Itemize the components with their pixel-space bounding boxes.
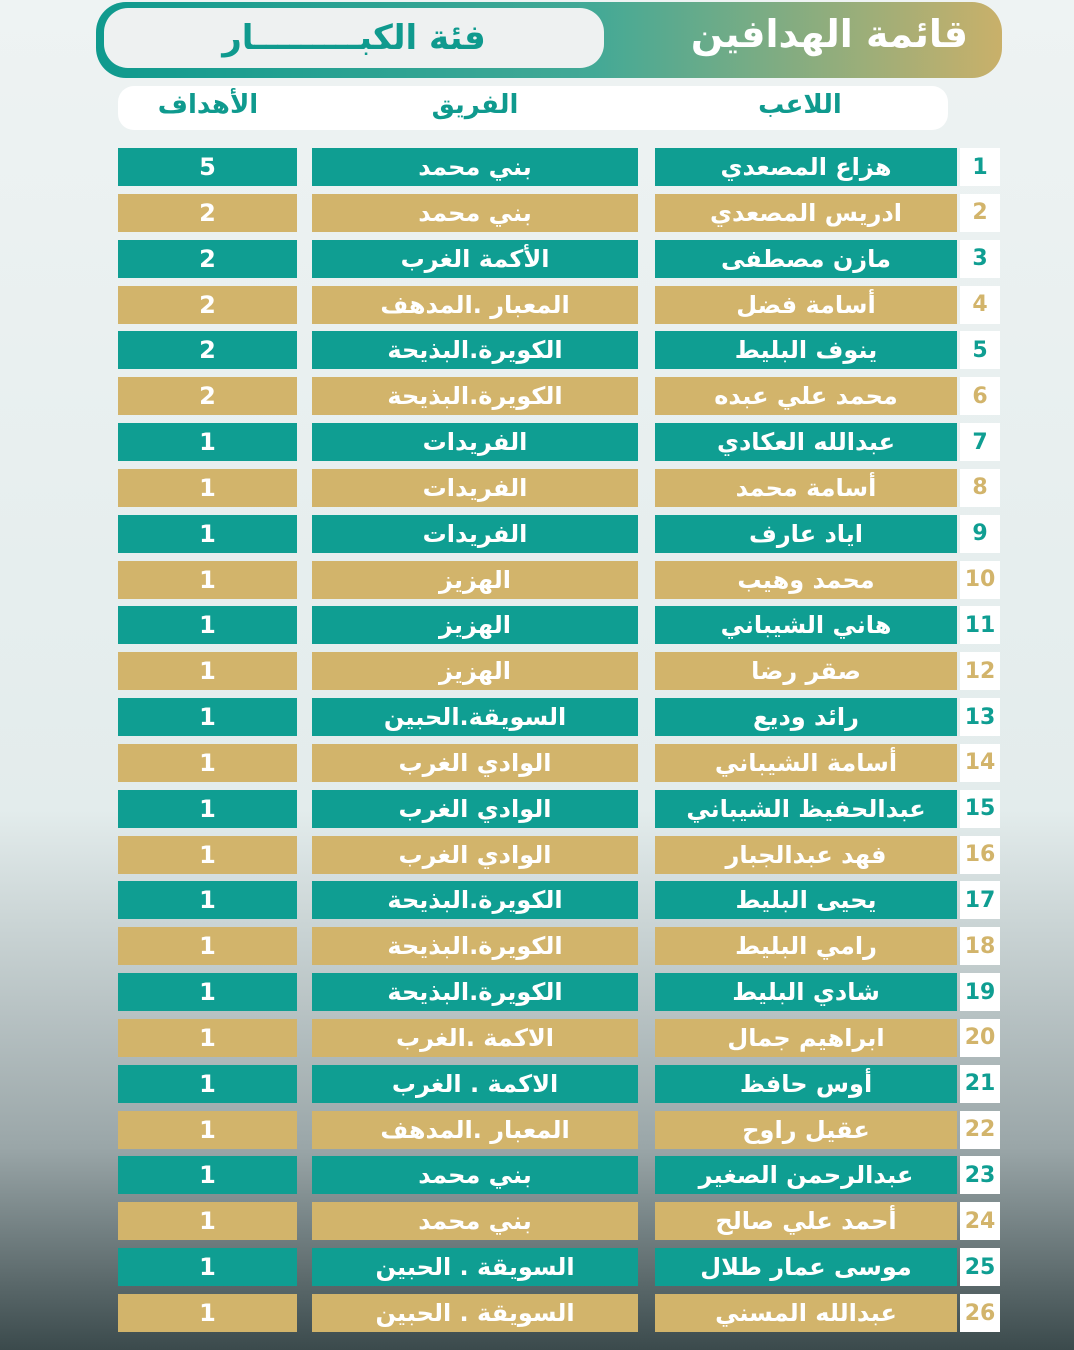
- goals-count: 1: [118, 1202, 297, 1240]
- page-title: قائمة الهدافين: [690, 12, 968, 56]
- rank-number: 13: [960, 698, 1000, 736]
- rank-number: 2: [960, 194, 1000, 232]
- goals-count: 1: [118, 1019, 297, 1057]
- header-player: اللاعب: [758, 90, 842, 120]
- player-name: أسامة محمد: [655, 469, 957, 507]
- player-name: هاني الشيباني: [655, 606, 957, 644]
- rank-number: 8: [960, 469, 1000, 507]
- rank-number: 16: [960, 836, 1000, 874]
- player-name: مازن مصطفى: [655, 240, 957, 278]
- goals-count: 1: [118, 423, 297, 461]
- goals-count: 1: [118, 790, 297, 828]
- team-name: السويقة . الحبين: [312, 1294, 638, 1332]
- goals-count: 1: [118, 606, 297, 644]
- rank-number: 14: [960, 744, 1000, 782]
- team-name: الهزيز: [312, 561, 638, 599]
- rank-number: 4: [960, 286, 1000, 324]
- team-name: السويقة . الحبين: [312, 1248, 638, 1286]
- team-name: الأكمة الغرب: [312, 240, 638, 278]
- player-name: محمد وهيب: [655, 561, 957, 599]
- player-name: اياد عارف: [655, 515, 957, 553]
- player-name: أحمد علي صالح: [655, 1202, 957, 1240]
- rank-number: 26: [960, 1294, 1000, 1332]
- rank-number: 23: [960, 1156, 1000, 1194]
- header-goals: الأهداف: [157, 90, 259, 120]
- goals-count: 1: [118, 515, 297, 553]
- goals-count: 1: [118, 561, 297, 599]
- team-name: المعبار .المدهف: [312, 286, 638, 324]
- goals-count: 1: [118, 1156, 297, 1194]
- title-banner: [96, 2, 1002, 78]
- goals-count: 1: [118, 927, 297, 965]
- rank-number: 5: [960, 331, 1000, 369]
- goals-count: 2: [118, 240, 297, 278]
- rank-number: 7: [960, 423, 1000, 461]
- table-header: [118, 86, 948, 130]
- rank-number: 11: [960, 606, 1000, 644]
- player-name: أوس حافظ: [655, 1065, 957, 1103]
- rank-number: 6: [960, 377, 1000, 415]
- rank-number: 24: [960, 1202, 1000, 1240]
- player-name: عقيل راوح: [655, 1111, 957, 1149]
- rank-number: 21: [960, 1065, 1000, 1103]
- goals-count: 1: [118, 1248, 297, 1286]
- team-name: الاكمة . الغرب: [312, 1065, 638, 1103]
- team-name: الهزيز: [312, 606, 638, 644]
- goals-count: 2: [118, 377, 297, 415]
- player-name: ينوف البليط: [655, 331, 957, 369]
- rank-number: 18: [960, 927, 1000, 965]
- rank-number: 19: [960, 973, 1000, 1011]
- rank-number: 12: [960, 652, 1000, 690]
- player-name: رامي البليط: [655, 927, 957, 965]
- player-name: ادريس المصعدي: [655, 194, 957, 232]
- player-name: شادي البليط: [655, 973, 957, 1011]
- goals-count: 1: [118, 836, 297, 874]
- team-name: الوادي الغرب: [312, 744, 638, 782]
- player-name: موسى عمار طلال: [655, 1248, 957, 1286]
- goals-count: 1: [118, 469, 297, 507]
- rank-number: 10: [960, 561, 1000, 599]
- goals-count: 1: [118, 1294, 297, 1332]
- team-name: السويقة.الحبين: [312, 698, 638, 736]
- goals-count: 1: [118, 744, 297, 782]
- player-name: عبدالحفيظ الشيباني: [655, 790, 957, 828]
- team-name: الفريدات: [312, 515, 638, 553]
- team-name: المعبار .المدهف: [312, 1111, 638, 1149]
- team-name: بني محمد: [312, 1156, 638, 1194]
- goals-count: 1: [118, 881, 297, 919]
- goals-count: 5: [118, 148, 297, 186]
- player-name: محمد علي عبده: [655, 377, 957, 415]
- team-name: الفريدات: [312, 423, 638, 461]
- player-name: يحيى البليط: [655, 881, 957, 919]
- team-name: بني محمد: [312, 194, 638, 232]
- player-name: أسامة فضل: [655, 286, 957, 324]
- player-name: فهد عبدالجبار: [655, 836, 957, 874]
- player-name: رائد وديع: [655, 698, 957, 736]
- goals-count: 1: [118, 698, 297, 736]
- rank-number: 9: [960, 515, 1000, 553]
- team-name: بني محمد: [312, 1202, 638, 1240]
- goals-count: 2: [118, 194, 297, 232]
- team-name: الكويرة.البذيحة: [312, 331, 638, 369]
- team-name: الكويرة.البذيحة: [312, 377, 638, 415]
- player-name: صقر رضا: [655, 652, 957, 690]
- category-label: فئة الكبـــــــــار: [104, 8, 604, 68]
- player-name: ابراهيم جمال: [655, 1019, 957, 1057]
- rank-number: 25: [960, 1248, 1000, 1286]
- team-name: الفريدات: [312, 469, 638, 507]
- team-name: الاكمة .الغرب: [312, 1019, 638, 1057]
- player-name: عبدالرحمن الصغير: [655, 1156, 957, 1194]
- team-name: الكويرة.البذيحة: [312, 973, 638, 1011]
- goals-count: 2: [118, 331, 297, 369]
- team-name: الوادي الغرب: [312, 836, 638, 874]
- goals-count: 1: [118, 652, 297, 690]
- rank-number: 1: [960, 148, 1000, 186]
- player-name: عبدالله المسني: [655, 1294, 957, 1332]
- goals-count: 1: [118, 973, 297, 1011]
- player-name: هزاع المصعدي: [655, 148, 957, 186]
- team-name: الكويرة.البذيحة: [312, 881, 638, 919]
- player-name: أسامة الشيباني: [655, 744, 957, 782]
- player-name: عبدالله العكادي: [655, 423, 957, 461]
- header-team: الفريق: [431, 90, 519, 120]
- rank-number: 20: [960, 1019, 1000, 1057]
- goals-count: 2: [118, 286, 297, 324]
- team-name: الكويرة.البذيحة: [312, 927, 638, 965]
- goals-count: 1: [118, 1065, 297, 1103]
- goals-count: 1: [118, 1111, 297, 1149]
- team-name: بني محمد: [312, 148, 638, 186]
- team-name: الوادي الغرب: [312, 790, 638, 828]
- rank-number: 22: [960, 1111, 1000, 1149]
- rank-number: 17: [960, 881, 1000, 919]
- rank-number: 15: [960, 790, 1000, 828]
- team-name: الهزيز: [312, 652, 638, 690]
- rank-number: 3: [960, 240, 1000, 278]
